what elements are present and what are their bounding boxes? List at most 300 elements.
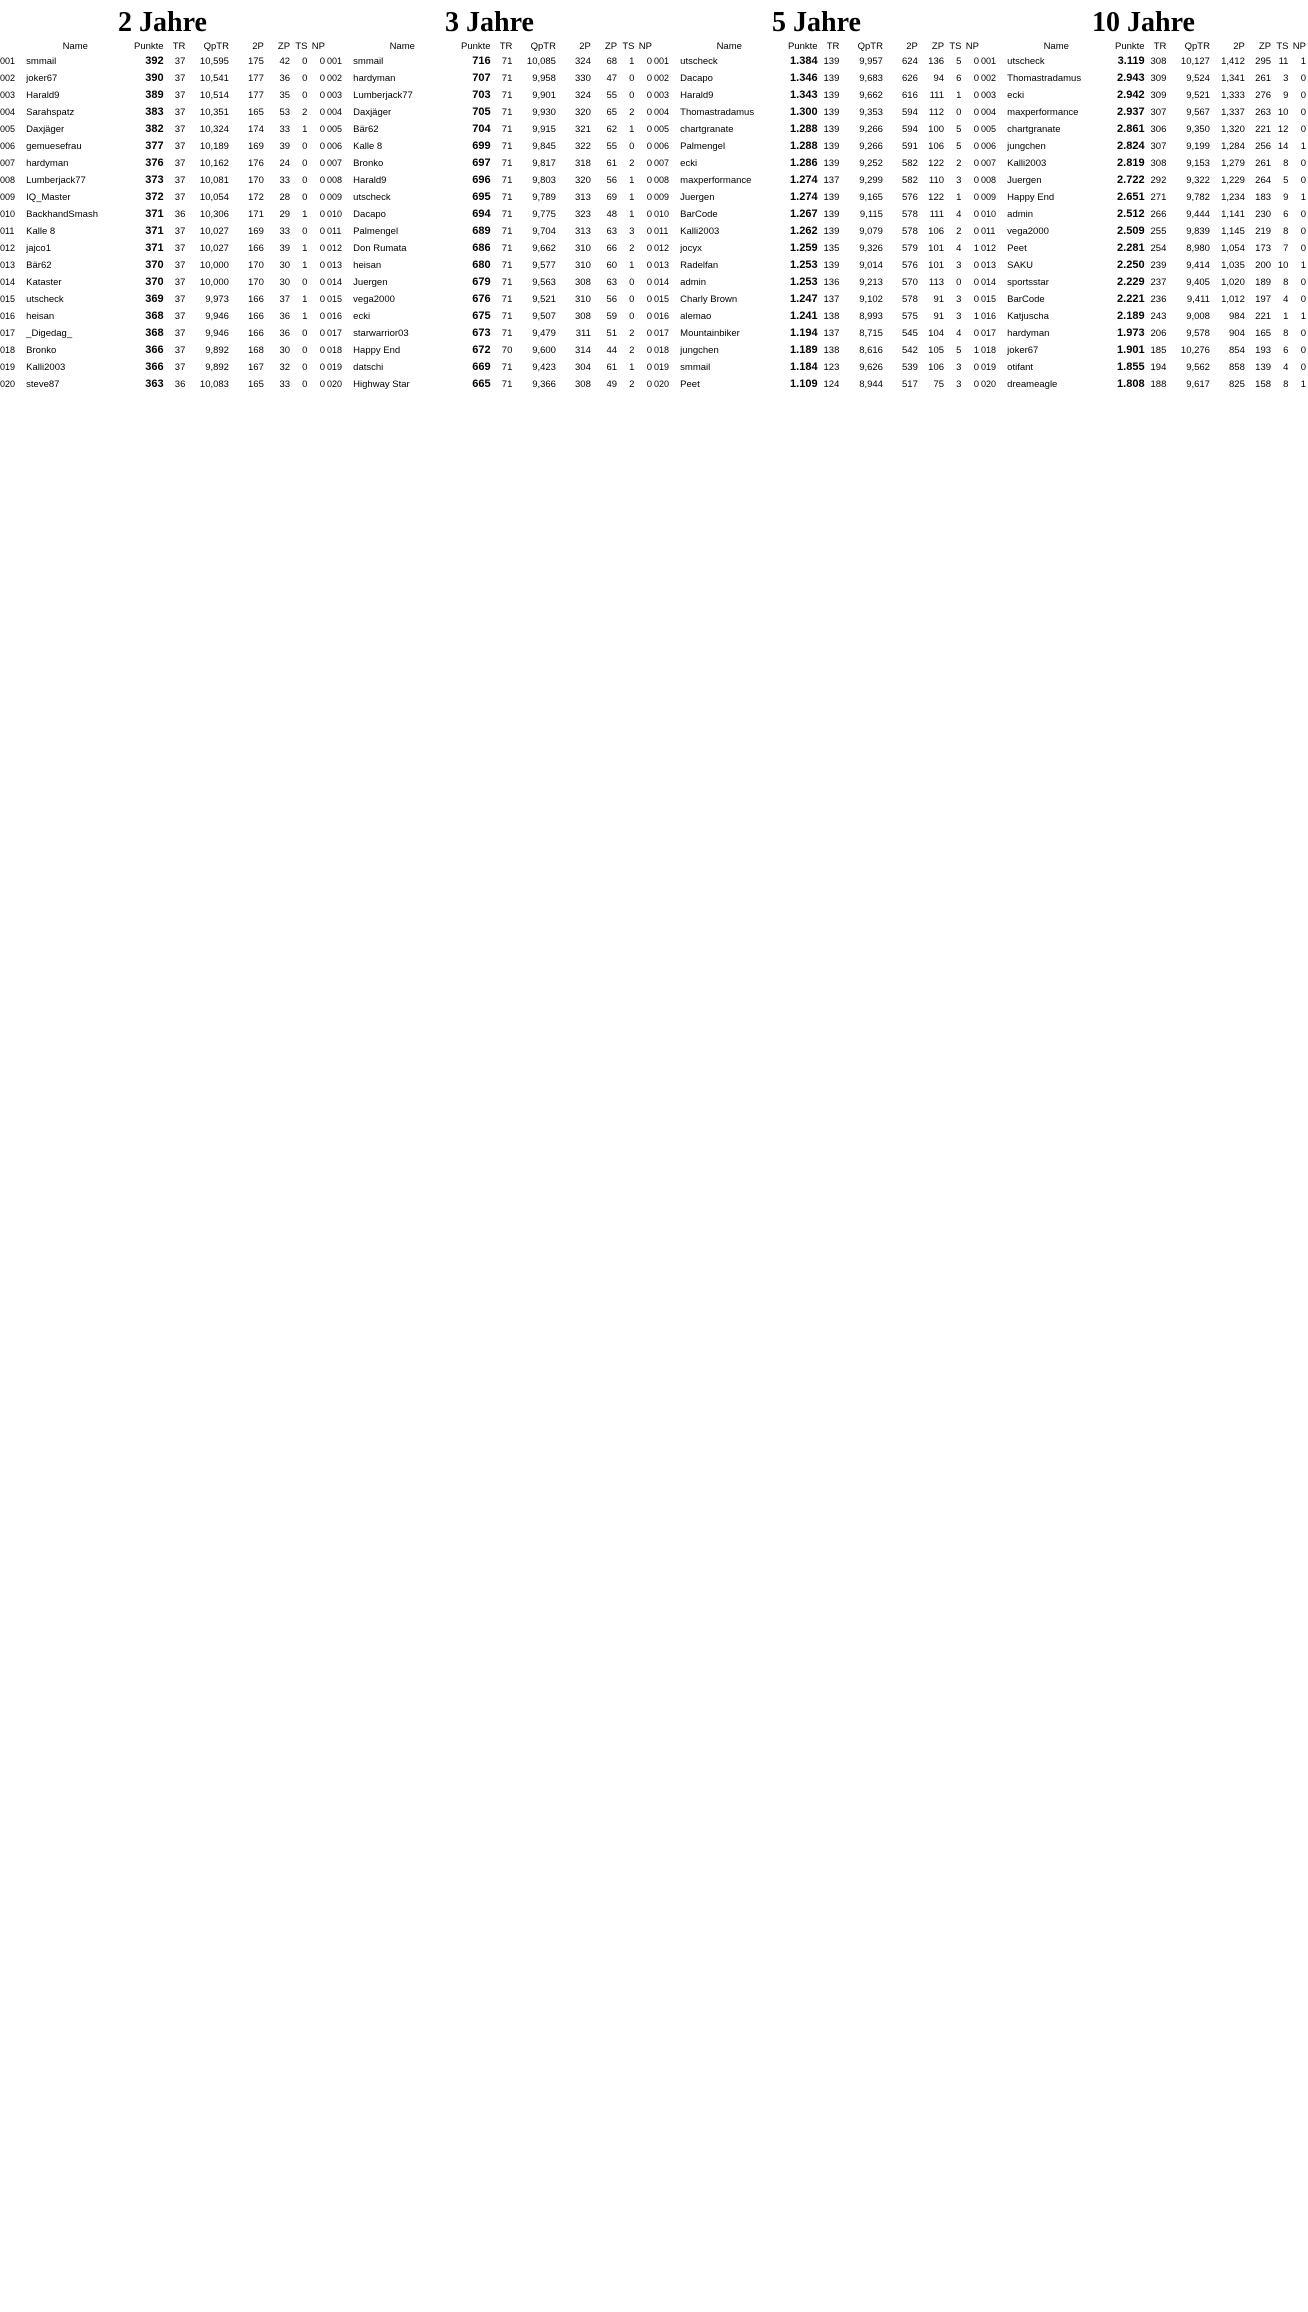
- table-row: [0, 53, 325, 70]
- table-cell: 0: [302, 56, 308, 67]
- table-cell: 314: [575, 345, 591, 356]
- table-cell: 310: [575, 294, 591, 305]
- table-cell: 39: [279, 141, 291, 152]
- table-cell: 2.189: [1117, 310, 1145, 322]
- table-cell: 0: [1300, 158, 1306, 169]
- table-cell: 183: [1255, 192, 1272, 203]
- table-cell: 136: [823, 277, 840, 288]
- table-cell: 9,353: [859, 107, 883, 118]
- table-cell: 323: [575, 209, 591, 220]
- table-cell: 200: [1255, 260, 1272, 271]
- table-cell: 371: [145, 225, 164, 237]
- table-cell: 189: [1255, 277, 1272, 288]
- table-cell: 370: [145, 259, 164, 271]
- table-cell: 014: [0, 277, 16, 287]
- table-cell: 9,521: [1186, 90, 1210, 101]
- table-row: [981, 291, 1306, 308]
- table-cell: 0: [302, 362, 308, 373]
- column-header: TR: [172, 41, 186, 52]
- table-cell: 10,306: [199, 209, 229, 220]
- table-cell: 236: [1150, 294, 1167, 305]
- table-cell: 310: [575, 260, 591, 271]
- table-cell: 9,299: [859, 175, 883, 186]
- table-cell: 1,320: [1221, 124, 1245, 135]
- table-cell: 33: [279, 124, 291, 135]
- table-cell: 171: [248, 209, 264, 220]
- table-cell: 139: [1255, 362, 1272, 373]
- ranking-table: [654, 40, 979, 393]
- table-cell: 0: [319, 192, 325, 203]
- table-cell: 006: [327, 141, 343, 151]
- table-cell: 177: [248, 73, 264, 84]
- table-cell: 005: [327, 124, 343, 134]
- table-cell: 256: [1255, 141, 1272, 152]
- table-cell: 366: [145, 361, 164, 373]
- table-cell: 705: [472, 106, 491, 118]
- table-row: [0, 223, 325, 240]
- table-cell: 3: [956, 379, 962, 390]
- table-cell: 237: [1150, 277, 1167, 288]
- table-cell: 9,946: [205, 328, 229, 339]
- table-cell: 0: [956, 277, 962, 288]
- table-row: [654, 104, 979, 121]
- table-cell: 3: [629, 226, 635, 237]
- table-cell: 6: [1283, 345, 1289, 356]
- column-header: QpTR: [203, 41, 229, 52]
- table-cell: starwarrior03: [353, 328, 409, 339]
- table-cell: 4: [956, 243, 962, 254]
- column-header: Name: [62, 41, 88, 52]
- table-cell: 9,423: [532, 362, 556, 373]
- table-cell: 9,266: [859, 124, 883, 135]
- table-cell: 014: [654, 277, 670, 287]
- table-cell: 017: [654, 328, 670, 338]
- table-cell: 0: [973, 141, 979, 152]
- table-cell: 1: [302, 209, 308, 220]
- table-cell: 016: [0, 311, 16, 321]
- table-cell: Daxjäger: [26, 124, 65, 135]
- table-cell: 2.512: [1117, 208, 1145, 220]
- table-cell: 1: [302, 243, 308, 254]
- table-cell: 9,405: [1186, 277, 1210, 288]
- table-cell: 9: [1283, 90, 1289, 101]
- table-row: [654, 240, 979, 257]
- table-cell: 139: [823, 192, 840, 203]
- table-cell: 0: [646, 311, 652, 322]
- table-cell: 10,351: [199, 107, 229, 118]
- table-row: [654, 121, 979, 138]
- table-cell: 313: [575, 192, 591, 203]
- table-row: [327, 376, 652, 393]
- table-cell: 36: [279, 73, 291, 84]
- table-cell: 4: [1283, 294, 1289, 305]
- table-cell: 904: [1229, 328, 1245, 339]
- table-cell: 9,507: [532, 311, 556, 322]
- table-cell: 3: [956, 260, 962, 271]
- table-cell: 9,577: [532, 260, 556, 271]
- table-cell: 9,839: [1186, 226, 1210, 237]
- table-cell: 0: [302, 192, 308, 203]
- table-cell: 008: [327, 175, 343, 185]
- table-cell: 018: [327, 345, 343, 355]
- table-cell: 9,617: [1186, 379, 1210, 390]
- table-cell: 71: [501, 73, 513, 84]
- table-cell: 010: [0, 209, 16, 219]
- table-cell: 139: [823, 226, 840, 237]
- ranking-table: [0, 40, 325, 393]
- table-cell: 015: [327, 294, 343, 304]
- table-cell: 1,229: [1221, 175, 1245, 186]
- table-cell: 2.229: [1117, 276, 1145, 288]
- table-cell: Thomastradamus: [680, 107, 755, 118]
- table-cell: 0: [319, 124, 325, 135]
- table-cell: 1.384: [790, 55, 818, 67]
- table-cell: 1,333: [1221, 90, 1245, 101]
- table-cell: 9,704: [532, 226, 556, 237]
- table-cell: Bär62: [353, 124, 379, 135]
- table-row: [654, 223, 979, 240]
- table-cell: 221: [1255, 311, 1272, 322]
- table-cell: vega2000: [1007, 226, 1049, 237]
- table-cell: 004: [0, 107, 16, 117]
- table-cell: 570: [902, 277, 918, 288]
- table-cell: 110: [928, 175, 945, 186]
- table-row: [654, 189, 979, 206]
- table-cell: 368: [145, 310, 164, 322]
- table-cell: 170: [248, 260, 264, 271]
- table-row: [0, 155, 325, 172]
- table-cell: 9,626: [859, 362, 883, 373]
- table-cell: 101: [928, 260, 945, 271]
- table-cell: 0: [646, 362, 652, 373]
- table-cell: 37: [174, 56, 186, 67]
- table-cell: 313: [575, 226, 591, 237]
- table-cell: 010: [981, 209, 997, 219]
- table-cell: 14: [1277, 141, 1289, 152]
- table-cell: 1.241: [790, 310, 818, 322]
- table-cell: 1,035: [1221, 260, 1245, 271]
- table-cell: 106: [928, 141, 945, 152]
- table-cell: Peet: [680, 379, 700, 390]
- table-cell: 0: [319, 328, 325, 339]
- table-cell: 003: [654, 90, 670, 100]
- table-cell: 699: [472, 140, 491, 152]
- table-row: [981, 53, 1306, 70]
- table-cell: 261: [1255, 158, 1272, 169]
- column-header: NP: [1292, 41, 1306, 52]
- table-cell: 703: [472, 89, 491, 101]
- table-cell: 4: [956, 328, 962, 339]
- table-cell: 372: [145, 191, 164, 203]
- table-cell: Daxjäger: [353, 107, 392, 118]
- table-cell: 0: [973, 175, 979, 186]
- table-cell: 1: [956, 90, 962, 101]
- table-cell: 0: [1300, 90, 1306, 101]
- table-cell: 0: [646, 243, 652, 254]
- table-cell: 1,012: [1221, 294, 1245, 305]
- ranking-table: [981, 40, 1306, 393]
- table-cell: 0: [319, 260, 325, 271]
- table-cell: 230: [1255, 209, 1272, 220]
- table-cell: 30: [279, 345, 291, 356]
- table-cell: 594: [902, 124, 918, 135]
- table-cell: 47: [606, 73, 618, 84]
- table-row: [327, 138, 652, 155]
- table-cell: 012: [327, 243, 343, 253]
- table-cell: hardyman: [353, 73, 396, 84]
- table-cell: 020: [327, 379, 343, 389]
- table-cell: 9,930: [532, 107, 556, 118]
- table-cell: 37: [174, 90, 186, 101]
- table-cell: 1: [956, 192, 962, 203]
- table-cell: 018: [0, 345, 16, 355]
- table-cell: Highway Star: [353, 379, 410, 390]
- table-row: [327, 206, 652, 223]
- column-header: [654, 40, 680, 53]
- table-cell: 0: [646, 226, 652, 237]
- table-cell: 137: [823, 328, 840, 339]
- table-cell: 0: [973, 107, 979, 118]
- table-row: [654, 172, 979, 189]
- table-cell: maxperformance: [1007, 107, 1079, 118]
- table-cell: 61: [606, 158, 618, 169]
- table-cell: Harald9: [680, 90, 714, 101]
- table-cell: 0: [302, 175, 308, 186]
- table-cell: Don Rumata: [353, 243, 407, 254]
- table-cell: 3: [956, 311, 962, 322]
- table-cell: 007: [0, 158, 16, 168]
- table-cell: joker67: [26, 73, 58, 84]
- table-row: [981, 138, 1306, 155]
- table-cell: 219: [1255, 226, 1272, 237]
- table-cell: 019: [0, 362, 16, 372]
- table-cell: 017: [327, 328, 343, 338]
- table-cell: 616: [902, 90, 918, 101]
- table-cell: 9,892: [205, 362, 229, 373]
- table-cell: 158: [1255, 379, 1272, 390]
- table-cell: 1: [629, 124, 635, 135]
- table-cell: 3.119: [1117, 55, 1145, 67]
- table-cell: 1: [1300, 56, 1306, 67]
- table-cell: 36: [174, 209, 186, 220]
- table-cell: 1: [629, 56, 635, 67]
- table-cell: 9,411: [1186, 294, 1210, 305]
- table-cell: 10,189: [199, 141, 229, 152]
- table-cell: Kalle 8: [26, 226, 56, 237]
- table-cell: 2.722: [1117, 174, 1145, 186]
- table-cell: 266: [1150, 209, 1167, 220]
- table-cell: 016: [654, 311, 670, 321]
- table-cell: 124: [823, 379, 840, 390]
- table-row: [981, 325, 1306, 342]
- table-cell: 0: [629, 277, 635, 288]
- table-cell: 71: [501, 192, 513, 203]
- table-cell: heisan: [353, 260, 382, 271]
- table-cell: 0: [302, 277, 308, 288]
- table-cell: 0: [646, 158, 652, 169]
- table-cell: 188: [1150, 379, 1167, 390]
- table-cell: 0: [646, 73, 652, 84]
- table-cell: 175: [248, 56, 264, 67]
- table-cell: 255: [1150, 226, 1167, 237]
- table-cell: 7: [1283, 243, 1289, 254]
- table-cell: hardyman: [1007, 328, 1050, 339]
- table-cell: 1: [629, 362, 635, 373]
- table-cell: 139: [823, 260, 840, 271]
- table-cell: 008: [0, 175, 16, 185]
- table-row: [0, 206, 325, 223]
- table-row: [981, 87, 1306, 104]
- table-cell: 8,616: [859, 345, 883, 356]
- table-cell: 0: [319, 107, 325, 118]
- table-cell: 695: [472, 191, 491, 203]
- table-cell: 9,153: [1186, 158, 1210, 169]
- table-cell: 254: [1150, 243, 1167, 254]
- table-cell: 010: [327, 209, 343, 219]
- table-cell: 62: [606, 124, 618, 135]
- table-cell: 3: [956, 175, 962, 186]
- table-cell: 55: [606, 141, 618, 152]
- table-cell: 1,054: [1221, 243, 1245, 254]
- table-cell: Lumberjack77: [26, 175, 86, 186]
- table-cell: 271: [1150, 192, 1167, 203]
- table-row: [0, 87, 325, 104]
- table-cell: 68: [606, 56, 618, 67]
- column-header: ZP: [931, 41, 945, 52]
- table-cell: 825: [1229, 379, 1245, 390]
- table-cell: 542: [902, 345, 918, 356]
- table-cell: 2: [302, 107, 308, 118]
- table-header-row: [327, 40, 652, 53]
- table-cell: chartgranate: [680, 124, 734, 135]
- table-cell: 0: [1300, 345, 1306, 356]
- table-cell: 0: [319, 73, 325, 84]
- table-cell: 8: [1283, 158, 1289, 169]
- table-cell: dreameagle: [1007, 379, 1058, 390]
- table-cell: 984: [1229, 311, 1245, 322]
- table-cell: 0: [1300, 277, 1306, 288]
- table-cell: vega2000: [353, 294, 395, 305]
- column-header: [981, 40, 1007, 53]
- table-cell: 1: [302, 260, 308, 271]
- table-cell: 0: [1300, 209, 1306, 220]
- table-cell: 003: [981, 90, 997, 100]
- table-cell: 9,479: [532, 328, 556, 339]
- table-cell: steve87: [26, 379, 60, 390]
- table-cell: 11: [1278, 56, 1289, 67]
- table-cell: 013: [327, 260, 343, 270]
- table-cell: 2: [629, 107, 635, 118]
- table-cell: 322: [575, 141, 591, 152]
- table-cell: Juergen: [680, 192, 715, 203]
- table-cell: 1: [302, 124, 308, 135]
- column-header: Punkte: [133, 41, 164, 52]
- table-cell: 003: [0, 90, 16, 100]
- table-cell: 169: [248, 226, 264, 237]
- table-cell: 0: [646, 277, 652, 288]
- table-cell: 137: [823, 175, 840, 186]
- table-row: [0, 325, 325, 342]
- table-cell: 373: [145, 174, 164, 186]
- table-cell: 172: [248, 192, 264, 203]
- table-cell: 0: [646, 345, 652, 356]
- column-header: TS: [1276, 41, 1289, 52]
- table-cell: 10,000: [199, 260, 229, 271]
- table-cell: 167: [248, 362, 264, 373]
- table-cell: 10,514: [199, 90, 229, 101]
- table-cell: utscheck: [26, 294, 64, 305]
- table-cell: 71: [501, 294, 513, 305]
- column-header: 2P: [1233, 41, 1245, 52]
- table-cell: 019: [654, 362, 670, 372]
- ranking-panel: [654, 0, 981, 2312]
- table-cell: 309: [1150, 90, 1167, 101]
- table-cell: 0: [646, 209, 652, 220]
- column-header: TR: [826, 41, 840, 52]
- table-cell: 0: [973, 379, 979, 390]
- table-cell: 8,993: [859, 311, 883, 322]
- table-cell: 10: [1277, 260, 1289, 271]
- table-cell: 166: [248, 328, 264, 339]
- table-row: [654, 308, 979, 325]
- table-cell: 1.973: [1117, 327, 1145, 339]
- table-cell: 71: [501, 90, 513, 101]
- table-cell: 71: [501, 56, 513, 67]
- table-cell: 10,081: [199, 175, 229, 186]
- column-header: TR: [1153, 41, 1167, 52]
- table-cell: 2.221: [1117, 293, 1145, 305]
- table-cell: 71: [501, 311, 513, 322]
- table-cell: 37: [174, 124, 186, 135]
- table-cell: 9: [1283, 192, 1289, 203]
- table-cell: 0: [646, 379, 652, 390]
- column-header: [327, 40, 353, 53]
- table-cell: 10,324: [199, 124, 229, 135]
- table-cell: 91: [933, 311, 945, 322]
- table-cell: 1.286: [790, 157, 818, 169]
- table-row: [654, 87, 979, 104]
- table-cell: 37: [174, 192, 186, 203]
- column-header: Name: [716, 41, 742, 52]
- table-cell: 166: [248, 243, 264, 254]
- table-row: [0, 257, 325, 274]
- table-row: [327, 223, 652, 240]
- table-cell: 9,817: [532, 158, 556, 169]
- table-cell: 1: [1300, 260, 1306, 271]
- table-cell: 0: [319, 345, 325, 356]
- table-cell: 016: [981, 311, 997, 321]
- table-cell: 016: [327, 311, 343, 321]
- table-cell: 011: [981, 226, 996, 236]
- table-row: [981, 257, 1306, 274]
- table-cell: 33: [279, 379, 291, 390]
- table-cell: 304: [575, 362, 591, 373]
- table-cell: 369: [145, 293, 164, 305]
- table-cell: 382: [145, 123, 164, 135]
- table-cell: 71: [501, 124, 513, 135]
- table-cell: utscheck: [353, 192, 391, 203]
- table-cell: 392: [145, 55, 164, 67]
- table-cell: 2: [956, 158, 962, 169]
- column-header: QpTR: [857, 41, 883, 52]
- table-cell: 37: [174, 243, 186, 254]
- table-cell: 383: [145, 106, 164, 118]
- table-row: [654, 70, 979, 87]
- table-cell: 1.288: [790, 140, 818, 152]
- table-cell: 0: [319, 379, 325, 390]
- table-cell: 63: [606, 226, 618, 237]
- table-cell: 371: [145, 242, 164, 254]
